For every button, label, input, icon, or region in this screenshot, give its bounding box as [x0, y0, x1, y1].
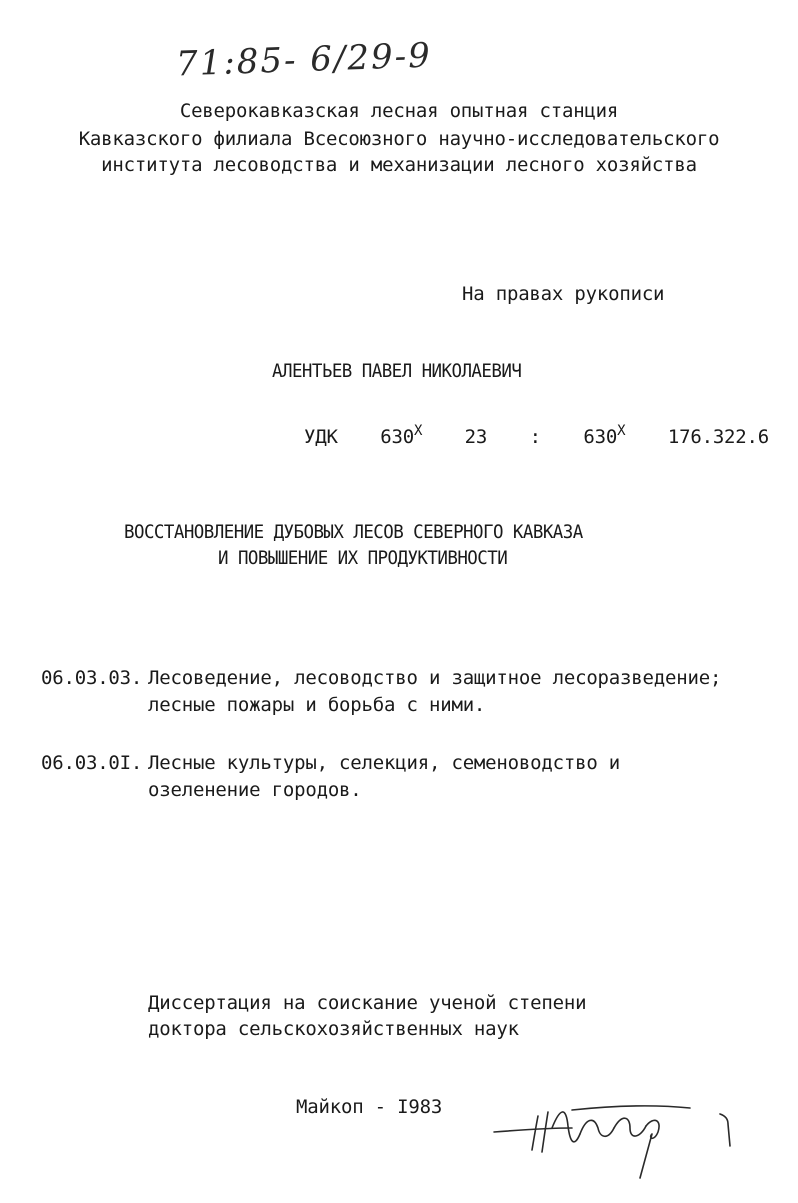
- place-year: Майкоп - I983: [296, 1096, 443, 1118]
- specialty-text-2-line-1: Лесные культуры, селекция, семеноводство и: [148, 752, 621, 774]
- signature: [490, 1098, 750, 1188]
- title-line-1: ВОССТАНОВЛЕНИЕ ДУБОВЫХ ЛЕСОВ СЕВЕРНОГО КАВКАЗА: [124, 521, 583, 543]
- udc-part-1: 630: [380, 426, 414, 448]
- udc-part-3: 630: [583, 426, 618, 448]
- specialty-text-1-line-1: Лесоведение, лесоводство и защитное лесоразведение;: [148, 667, 722, 689]
- udc-part-2: 23: [464, 426, 488, 448]
- specialty-code-2: 06.03.0I.: [41, 752, 143, 774]
- udc-sup-2: X: [617, 423, 626, 439]
- dissertation-line-2: доктора сельскохозяйственных наук: [148, 1018, 519, 1040]
- institution-line-3: института лесоводства и механизации лесного хозяйства: [101, 154, 697, 176]
- institution-line-2: Кавказского филиала Всесоюзного научно-исследовательского: [78, 128, 720, 150]
- dissertation-line-1: Диссертация на соискание ученой степени: [148, 992, 587, 1014]
- udc-line: [304, 423, 770, 448]
- title-line-2: И ПОВЫШЕНИЕ ИХ ПРОДУКТИВНОСТИ: [218, 547, 508, 569]
- author-name: АЛЕНТЬЕВ ПАВЕЛ НИКОЛАЕВИЧ: [272, 360, 522, 382]
- udc-sup-1: X: [413, 423, 423, 439]
- specialty-text-2-line-2: озеленение городов.: [148, 779, 362, 801]
- archive-number: 71:85- 6/29-9: [175, 35, 433, 85]
- specialty-text-1-line-2: лесные пожары и борьба с ними.: [148, 694, 486, 716]
- udc-colon: :: [529, 426, 541, 448]
- udc-part-4: 176.322.6: [667, 426, 770, 448]
- udc-label: УДК: [304, 426, 338, 448]
- institution-line-1: Северокавказская лесная опытная станция: [179, 100, 619, 122]
- specialty-code-1: 06.03.03.: [41, 667, 143, 689]
- manuscript-rights: На правах рукописи: [462, 283, 665, 305]
